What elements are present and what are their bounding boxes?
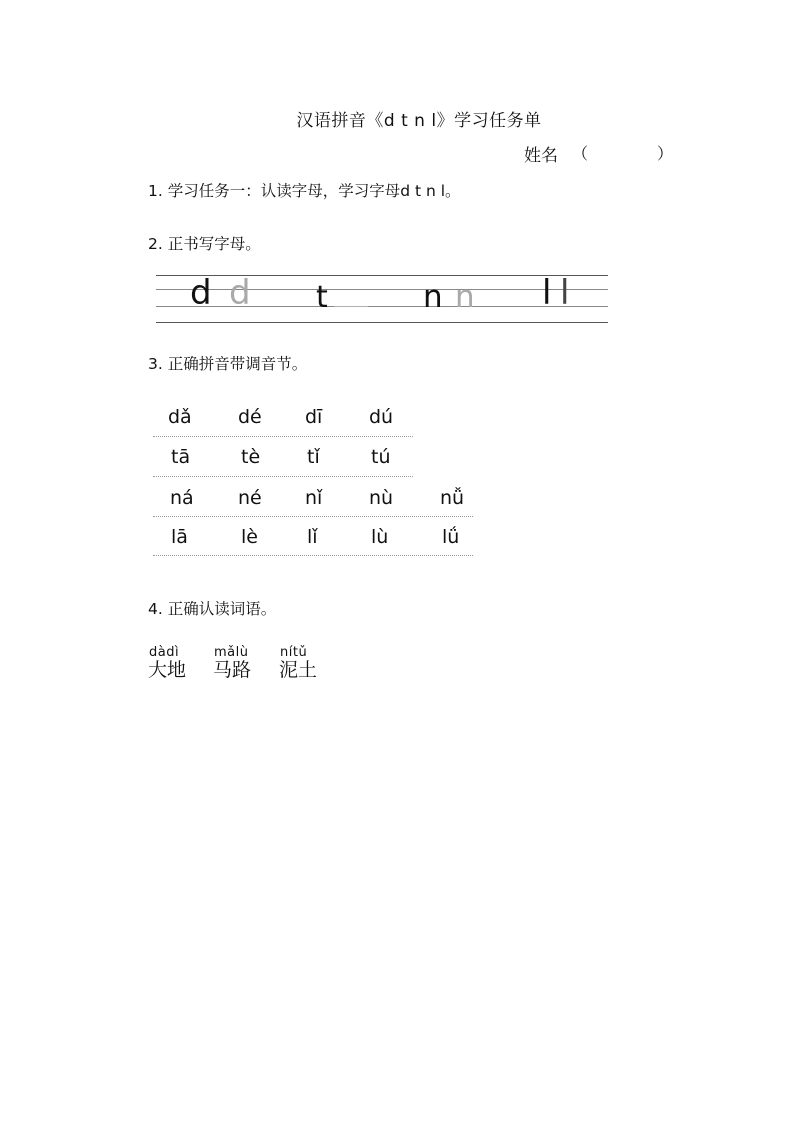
grid-trace-line: [334, 306, 368, 307]
grid-line-lower: [156, 306, 608, 307]
word-pinyin: nítǔ: [280, 645, 308, 660]
syllable: lù: [371, 526, 389, 548]
syllable: dé: [238, 406, 262, 428]
word-hanzi: 马路: [213, 659, 252, 681]
word-pinyin: dàdì: [149, 645, 180, 660]
syllable: nù: [369, 487, 394, 509]
syllable: tú: [371, 446, 391, 468]
syllable: lǘ: [442, 526, 460, 548]
name-label: 姓名: [524, 146, 558, 166]
syllable: tǐ: [307, 446, 320, 468]
grid-letter-l: l: [542, 273, 552, 313]
row-divider: [153, 555, 473, 556]
syllable: né: [238, 487, 262, 509]
grid-letter-d: d: [190, 273, 212, 313]
question-2: 2. 正书写字母。: [148, 235, 261, 253]
syllable: dú: [369, 406, 394, 428]
row-divider: [153, 476, 413, 477]
name-paren-close: ）: [657, 144, 674, 163]
writing-grid: [156, 270, 608, 328]
syllable: lǐ: [307, 526, 318, 548]
grid-letter-n-trace: n: [455, 279, 475, 315]
grid-letter-t: t: [316, 280, 328, 315]
name-paren-open: （: [572, 144, 589, 163]
syllable: tā: [171, 446, 191, 468]
grid-line-top: [156, 275, 608, 276]
grid-letter-n: n: [423, 279, 443, 315]
row-divider: [153, 516, 473, 517]
grid-line-bottom: [156, 322, 608, 323]
grid-line-upper: [156, 289, 608, 290]
syllable: lā: [171, 526, 188, 548]
syllable: nǐ: [305, 487, 323, 509]
page-title: 汉语拼音《d t n l》学习任务单: [296, 111, 542, 131]
word-hanzi: 泥土: [279, 659, 318, 681]
syllable: dī: [305, 406, 323, 428]
grid-letter-d-trace: d: [229, 273, 251, 313]
syllable: lè: [241, 526, 258, 548]
syllable: dǎ: [168, 406, 192, 428]
row-divider: [153, 436, 413, 437]
word-pinyin: mǎlù: [214, 645, 249, 660]
grid-letter-l-second: l: [560, 273, 570, 313]
question-3: 3. 正确拼音带调音节。: [148, 355, 308, 373]
syllable: tè: [241, 446, 261, 468]
question-4: 4. 正确认读词语。: [148, 600, 277, 618]
question-1: 1. 学习任务一：认读字母，学习字母d t n l。: [148, 182, 461, 200]
syllable: nǚ: [440, 487, 465, 509]
word-hanzi: 大地: [148, 659, 187, 681]
syllable: ná: [170, 487, 194, 509]
